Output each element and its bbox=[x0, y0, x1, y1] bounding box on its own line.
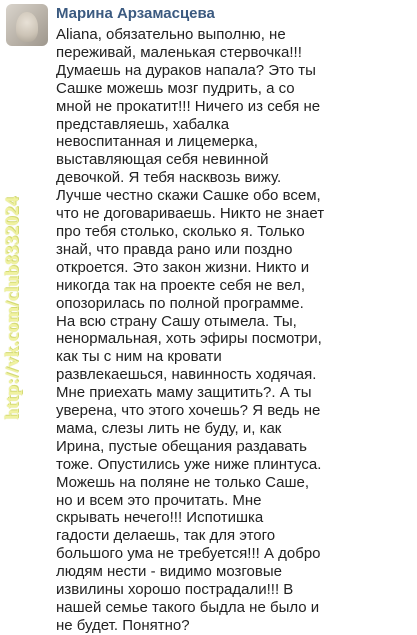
avatar-photo-icon bbox=[16, 12, 38, 42]
watermark-text: http://vk.com/club8332024 bbox=[2, 196, 23, 420]
avatar[interactable] bbox=[6, 4, 48, 46]
comment-text: Aliana, обязательно выполню, не переживай, маленькая стервочка!!! Думаешь на дураков напала? Это ты Сашке можешь мозг пудрить, а со мной не прокатит!!! Ничего из себя не представляешь, хабалка невоспитанная и лицемерка, выставляющая себя невинной девочкой. Я тебя насквозь вижу. Лучше честно скажи Сашке обо всем, что не договариваешь. Никто не знает про тебя столько, сколько я. Только знай, что правда рано или поздно откроется. Это закон жизни. Никто и никогда так на проекте себя не вел, опозорилась по полной программе. На всю страну Сашу отымела. Ты, ненормальная, хоть эфиры посмотри, как ты с ним на кровати развлекаешься, навинность ходячая. Мне приехать маму защитить?. А ты уверена, что этого хочешь? Я ведь не мама, слезы лить не буду, и, как Ирина, пустые обещания раздавать тоже. Опустились уже ниже плинтуса. Можешь на поляне не только Саше, но и всем это прочитать. Мне скрывать нечего!!! Испотишка гадости делаешь, так для этого большого ума не требуется!!! А добро людям нести - видимо мозговые извилины хорошо пострадали!!! В нашей семье такого быдла не было и не будет. Понятно? bbox=[56, 26, 325, 634]
author-name-link[interactable]: Марина Арзамасцева bbox=[56, 5, 215, 22]
